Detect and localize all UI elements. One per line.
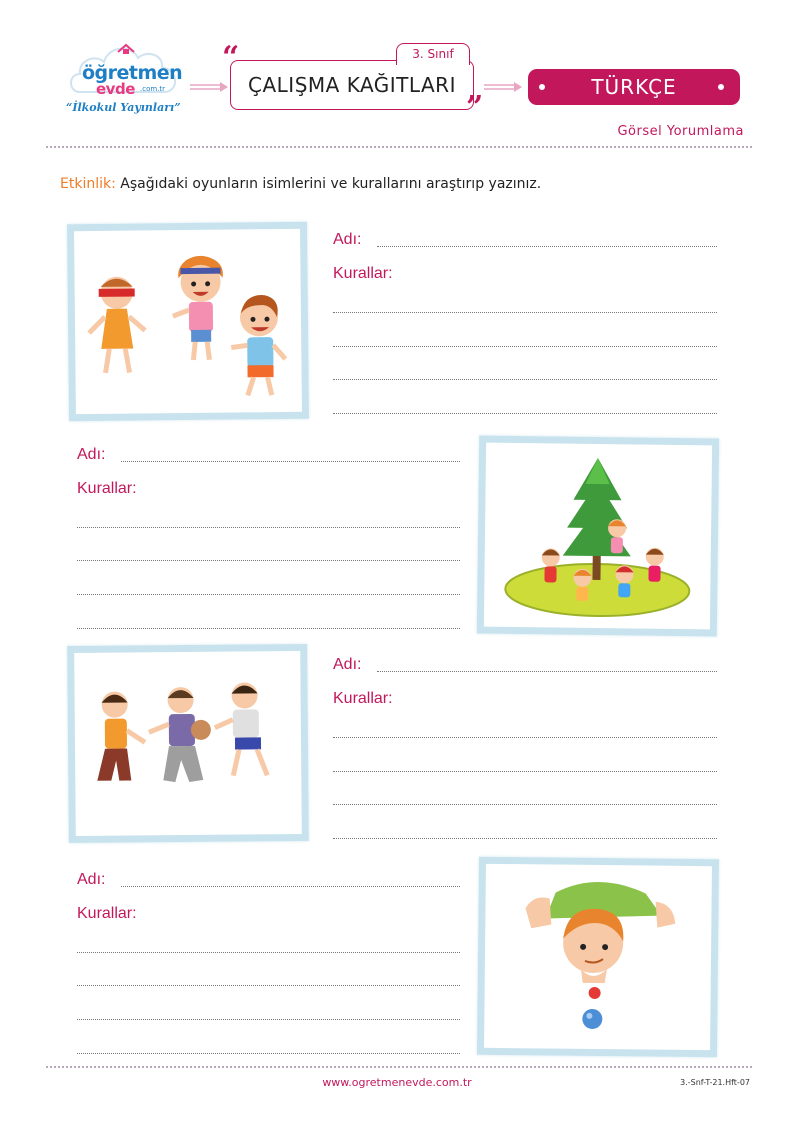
rules-answer-line[interactable]: [77, 594, 460, 595]
rules-answer-line[interactable]: [333, 804, 717, 805]
rules-label: Kurallar:: [77, 905, 137, 922]
rules-answer-line[interactable]: [77, 952, 460, 953]
bullet-icon: [718, 84, 724, 90]
rules-answer-line[interactable]: [77, 628, 460, 629]
name-label: Adı:: [333, 656, 362, 673]
rules-answer-line[interactable]: [77, 985, 460, 986]
dodgeball-game-illustration: [74, 651, 302, 836]
rules-answer-line[interactable]: [77, 527, 460, 528]
rules-answer-line[interactable]: [77, 560, 460, 561]
name-answer-line[interactable]: [121, 461, 460, 462]
footer-website[interactable]: www.ogretmenevde.com.tr: [322, 1076, 472, 1089]
name-label: Adı:: [77, 871, 106, 888]
logo-tagline: “İlkokul Yayınları”: [66, 101, 181, 114]
logo-brand-top: öğretmen: [82, 62, 183, 84]
logo-domain: .com.tr: [140, 85, 166, 93]
open-quote-icon: “: [222, 40, 240, 75]
activity-4-image: [477, 857, 719, 1058]
instruction-lead: Etkinlik:: [60, 176, 116, 192]
footer-code: 3.-Snf-T-21.Hft-07: [680, 1078, 750, 1087]
ring-game-illustration: [484, 443, 712, 630]
instruction: [60, 176, 541, 192]
subject-label: TÜRKÇE: [591, 75, 677, 99]
rules-answer-line[interactable]: [333, 312, 717, 313]
name-answer-line[interactable]: [377, 671, 717, 672]
rules-answer-line[interactable]: [333, 379, 717, 380]
rules-label: Kurallar:: [77, 480, 137, 497]
instruction-text: Aşağıdaki oyunların isimlerini ve kurallarını araştırıp yazınız.: [115, 176, 542, 192]
logo-brand-bottom: evde: [96, 80, 135, 98]
rules-answer-line[interactable]: [333, 413, 717, 414]
marbles-game-illustration: [484, 864, 712, 1050]
name-label: Adı:: [77, 446, 106, 463]
name-answer-line[interactable]: [121, 886, 460, 887]
activity-3-image: [67, 644, 309, 843]
header-divider: [46, 146, 752, 148]
blindfold-game-illustration: [74, 229, 302, 414]
name-answer-line[interactable]: [377, 246, 717, 247]
rules-answer-line[interactable]: [77, 1019, 460, 1020]
activity-1-image: [67, 222, 309, 422]
arrow-right-icon: [484, 82, 522, 92]
close-quote-icon: ”: [466, 90, 484, 125]
grade-badge: 3. Sınıf: [396, 43, 470, 65]
arrow-right-icon: [190, 82, 228, 92]
page-title: ÇALIŞMA KAĞITLARI: [248, 73, 456, 97]
rules-label: Kurallar:: [333, 690, 393, 707]
rules-answer-line[interactable]: [333, 737, 717, 738]
rules-answer-line[interactable]: [333, 771, 717, 772]
name-label: Adı:: [333, 231, 362, 248]
topic-label: Görsel Yorumlama: [617, 124, 744, 139]
activity-2-image: [477, 436, 719, 637]
rules-label: Kurallar:: [333, 265, 393, 282]
footer-divider: [46, 1066, 752, 1068]
rules-answer-line[interactable]: [333, 838, 717, 839]
rules-answer-line[interactable]: [333, 346, 717, 347]
rules-answer-line[interactable]: [77, 1053, 460, 1054]
